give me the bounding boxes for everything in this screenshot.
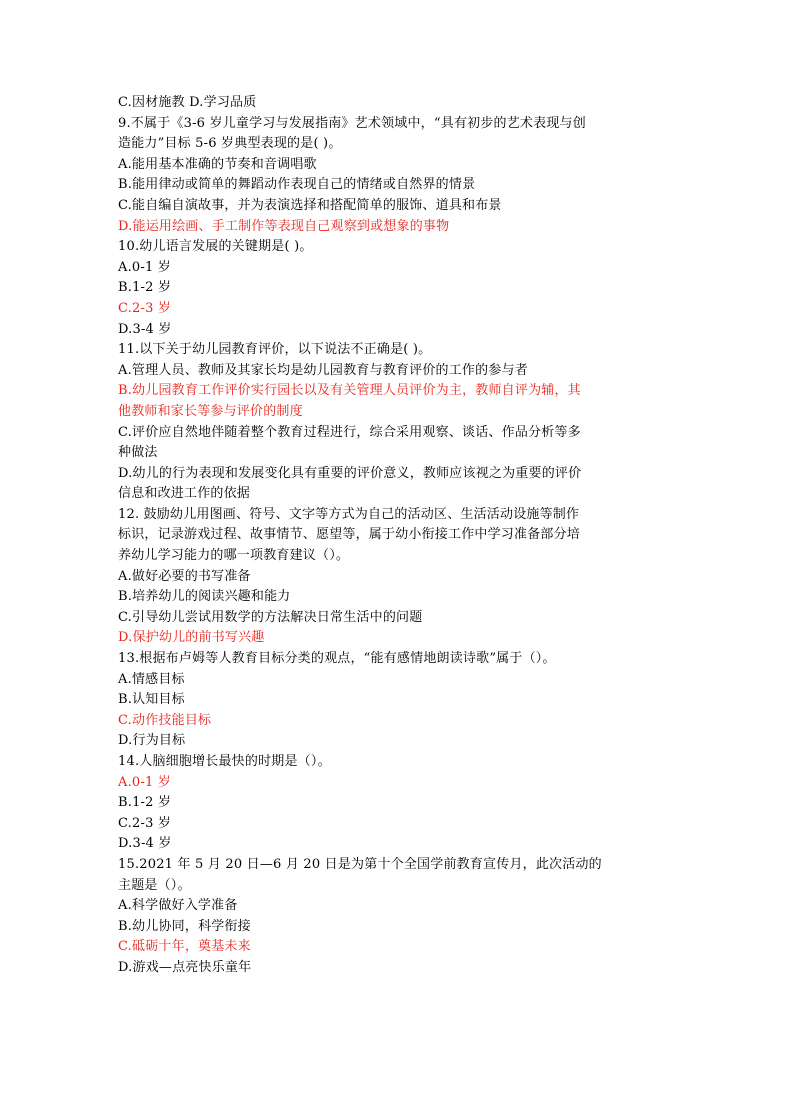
text-line: B.1-2 岁	[118, 280, 172, 296]
text-line: 9.不属于《3-6 岁儿童学习与发展指南》艺术领域中，“具有初步的艺术表现与创	[118, 115, 586, 131]
text-line: A.管理人员、教师及其家长均是幼儿园教育与教育评价的工作的参与者	[118, 362, 528, 378]
text-line: C.能自编自演故事，并为表演选择和搭配简单的服饰、道具和布景	[118, 197, 502, 213]
text-line: A.0-1 岁	[118, 259, 171, 275]
text-line: 种做法	[118, 445, 158, 461]
text-line: 造能力”目标 5-6 岁典型表现的是( )。	[118, 136, 342, 152]
text-line: 养幼儿学习能力的哪一项教育建议（）。	[118, 548, 350, 564]
text-line: 11.以下关于幼儿园教育评价，以下说法不正确是( )。	[118, 342, 432, 358]
text-line: C.2-3 岁	[118, 815, 172, 831]
answer-line: C.动作技能目标	[118, 712, 212, 728]
answer-line: 他教师和家长等参与评价的制度	[118, 403, 303, 419]
answer-line: B.幼儿园教育工作评价实行园长以及有关管理人员评价为主，教师自评为辅，其	[118, 383, 581, 399]
text-line: B.1-2 岁	[118, 795, 172, 811]
text-line: B.认知目标	[118, 692, 185, 708]
text-line: 15.2021 年 5 月 20 日—6 月 20 日是为第十个全国学前教育宣传月，此次活动的	[118, 856, 602, 872]
text-line: D.行为目标	[118, 733, 186, 749]
text-line: 主题是（）。	[118, 877, 191, 893]
text-line: 14.人脑细胞增长最快的时期是（）。	[118, 754, 331, 769]
answer-line: C.2-3 岁	[118, 300, 172, 316]
text-line: 信息和改进工作的依据	[118, 486, 251, 502]
text-line: D.3-4 岁	[118, 836, 172, 852]
answer-line: A.0-1 岁	[118, 774, 171, 790]
text-line: B.培养幼儿的阅读兴趣和能力	[118, 589, 291, 605]
answer-line: D.保护幼儿的前书写兴趣	[118, 630, 265, 646]
text-line: A.能用基本准确的节奏和音调唱歌	[118, 156, 317, 172]
text-line: 10.幼儿语言发展的关键期是( )。	[118, 239, 313, 255]
text-line: C.引导幼儿尝试用数学的方法解决日常生活中的问题	[118, 609, 423, 625]
text-line: 标识，记录游戏过程、故事情节、愿望等，属于幼小衔接工作中学习准备部分培	[118, 527, 581, 543]
text-line: A.情感目标	[118, 671, 185, 687]
text-line: D.游戏—点亮快乐童年	[118, 959, 252, 975]
text-line: D.3-4 岁	[118, 321, 172, 337]
document-page	[118, 93, 648, 979]
text-line: D.幼儿的行为表现和发展变化具有重要的评价意义，教师应该视之为重要的评价	[118, 465, 582, 481]
text-line: C.因材施教 D.学习品质	[118, 95, 257, 110]
text-line: A.做好必要的书写准备	[118, 568, 251, 584]
answer-line: D.能运用绘画、手工制作等表现自己观察到或想象的事物	[118, 218, 450, 234]
text-line: 12. 鼓励幼儿用图画、符号、文字等方式为自己的活动区、生活活动设施等制作	[118, 506, 580, 522]
text-line: B.幼儿协同，科学衔接	[118, 918, 251, 934]
text-line: B.能用律动或简单的舞蹈动作表现自己的情绪或自然界的情景	[118, 177, 476, 193]
text-line: 13.根据布卢姆等人教育目标分类的观点，“能有感情地朗读诗歌”属于（）。	[118, 651, 556, 667]
answer-line: C.砥砺十年，奠基未来	[118, 939, 251, 955]
text-line: A.科学做好入学准备	[118, 898, 238, 914]
text-line: C.评价应自然地伴随着整个教育过程进行，综合采用观察、谈话、作品分析等多	[118, 424, 581, 440]
